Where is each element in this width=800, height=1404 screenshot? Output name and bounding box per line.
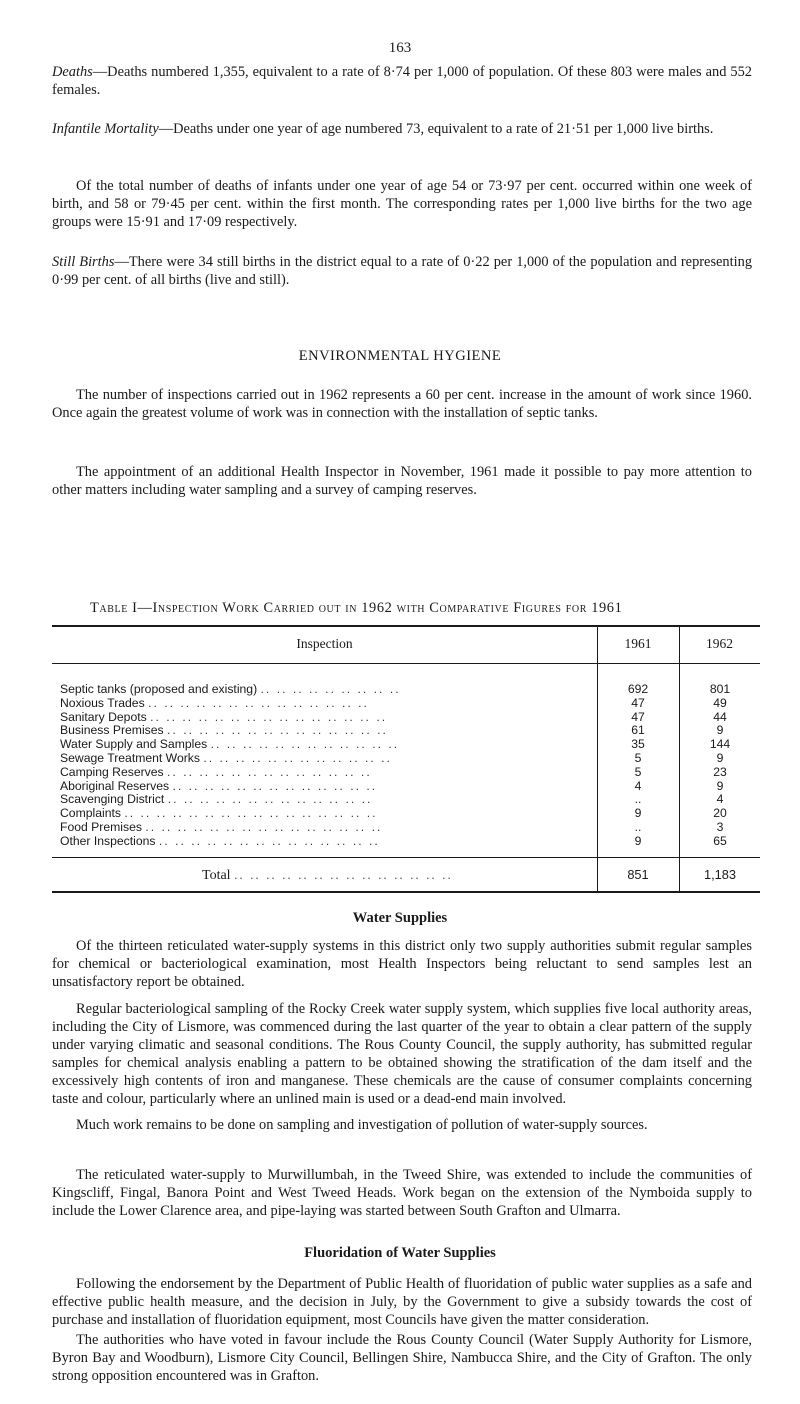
deaths-lead: Deaths (52, 64, 93, 80)
table-cell-1961: .. (634, 792, 642, 807)
still-births-lead: Still Births (52, 254, 115, 270)
page-number: 163 (388, 40, 412, 56)
water-paragraph-3: Much work remains to be done on sampling and investigation of pollution of water-supply sources. (76, 1117, 648, 1133)
table-row-label: Aboriginal Reserves .. .. .. .. .. .. .. .. .. .. .. .. .. (60, 778, 378, 793)
table-cell-1962: 9 (716, 723, 724, 738)
fluoridation-paragraph-1: Following the endorsement by the Department of Public Health of fluoridation of public water supplies as a safe and effective public health measure, and the decision in July, by the Government to give a subsidy towards the cost of purchase and installation of fluoridation equipment, most Councils have given the matter consideration. (52, 1276, 752, 1328)
table-cell-1962: 44 (713, 709, 727, 724)
water-paragraph-1: Of the thirteen reticulated water-supply systems in this district only two supply authorities submit regular samples for chemical or bacteriological examination, most Health Inspectors being reluctant to send samples lest an unsatisfactory report be obtained. (52, 938, 752, 990)
table-cell-1961: 47 (631, 709, 645, 724)
table-cell-1961: 5 (634, 751, 642, 765)
infant-mortality-lead: Infantile Mortality (52, 121, 159, 137)
table-cell-1961: 61 (631, 723, 645, 738)
table-row-label: Camping Reserves .. .. .. .. .. .. .. .. .. .. .. .. .. (60, 764, 372, 779)
table-header-rule (52, 663, 760, 664)
table-cell-1962: 20 (713, 806, 727, 821)
table-cell-1962: 9 (716, 778, 724, 793)
table-cell-1961: 9 (634, 833, 642, 848)
table-cell-1961: 5 (634, 764, 642, 779)
fluoridation-paragraph-2: The authorities who have voted in favour include the Rous County Council (Water Supply Authority for Lismore, Byron Bay and Woodburn), Lismore City Council, Bellingen Shire, Nambucca Shire, and the City of Grafton. The only strong opposition encountered was in Grafton. (52, 1332, 752, 1384)
infant-mortality-text: —Deaths under one year of age numbered 73, equivalent to a rate of 21·51 per 1,000 live births. (158, 121, 714, 137)
table-row-label: Sanitary Depots .. .. .. .. .. .. .. .. .. .. .. .. .. .. .. (60, 709, 388, 724)
table-total-1962: 1,183 (703, 867, 737, 882)
table-total-1961: 851 (627, 867, 649, 882)
water-supplies-heading: Water Supplies (352, 910, 448, 926)
table-cell-1961: 692 (627, 682, 649, 696)
table-cell-1961: 47 (631, 695, 645, 710)
deaths-text: —Deaths numbered 1,355, equivalent to a rate of 8·74 per 1,000 of population. Of these 803 were males and 552 females. (52, 64, 752, 98)
header-inspection: Inspection (296, 636, 353, 651)
table-row-label: Other Inspections .. .. .. .. .. .. .. .. .. .. .. .. .. .. (60, 833, 380, 848)
table-cell-1962: 23 (713, 764, 727, 779)
table-cell-1961: .. (634, 820, 642, 834)
deaths-paragraph (52, 63, 752, 99)
env-paragraph-2: The appointment of an additional Health Inspector in November, 1961 made it possible to pay more attention to other matters including water sampling and a survey of camping reserves. (52, 464, 752, 498)
table-cell-1962: 4 (716, 792, 724, 807)
table-row-label: Sewage Treatment Works .. .. .. .. .. .. .. .. .. .. .. .. (60, 751, 392, 765)
table-cell-1962: 9 (716, 751, 724, 765)
table-cell-1962: 65 (713, 833, 727, 848)
infant-deaths-paragraph: Of the total number of deaths of infants under one year of age 54 or 73·97 per cent. occurred within one week of birth, and 58 or 79·45 per cent. within the first month. The corresponding rates per 1,000 live births for the two age groups were 15·91 and 17·09 respectively. (52, 178, 752, 230)
table-cell-1962: 3 (716, 820, 724, 834)
table-total-label: Total .. .. .. .. .. .. .. .. .. .. .. .. .. .. (202, 868, 453, 883)
table-row-label: Business Premises .. .. .. .. .. .. .. .. .. .. .. .. .. .. (60, 723, 388, 738)
water-paragraph-4: The reticulated water-supply to Murwillumbah, in the Tweed Shire, was extended to include the communities of Kingscliff, Fingal, Banora Point and West Tweed Heads. Work began on the extension of the Nymboida supply to include the Lower Clarence area, and pipe-laying was started between South Grafton and Ulmarra. (52, 1167, 752, 1219)
still-births-paragraph (52, 253, 752, 289)
table-cell-1962: 49 (713, 695, 727, 710)
table-col-divider-1 (597, 625, 598, 893)
table-bottom-rule (52, 891, 760, 893)
table-col-divider-2 (679, 625, 680, 893)
table-cell-1962: 801 (709, 682, 731, 696)
table-row-label: Scavenging District .. .. .. .. .. .. .. .. .. .. .. .. .. (60, 792, 373, 807)
table-cell-1961: 35 (631, 737, 645, 752)
table-row-label: Noxious Trades .. .. .. .. .. .. .. .. .. .. .. .. .. .. (60, 695, 369, 710)
header-1961: 1961 (624, 636, 652, 651)
infant-mortality-paragraph (52, 120, 752, 138)
table-top-rule (52, 625, 760, 627)
environmental-hygiene-heading: ENVIRONMENTAL HYGIENE (298, 348, 502, 364)
table-cell-1962: 144 (709, 737, 731, 752)
table-row-label: Food Premises .. .. .. .. .. .. .. .. .. .. .. .. .. .. .. (60, 820, 383, 834)
table-cell-1961: 4 (634, 778, 642, 793)
table-row-label: Water Supply and Samples .. .. .. .. .. .. .. .. .. .. .. .. (60, 737, 400, 752)
table-row-label: Complaints .. .. .. .. .. .. .. .. .. .. .. .. .. .. .. .. (60, 806, 378, 821)
water-paragraph-2: Regular bacteriological sampling of the Rocky Creek water supply system, which supplies five local authority areas, including the City of Lismore, was commenced during the last quarter of the year to obtain a clear pattern of the supply under varying climatic and seasonal conditions. The Rous County Council, the supply authority, has submitted regular samples for chemical analysis enabling a pattern to be obtained showing the stratification of the dam itself and the excessively high contents of iron and manganese. These chemicals are the cause of consumer complaints concerning taste and colour, particularly where an unlined main is used or a dead-end main involved. (52, 1001, 752, 1107)
inspection-table (52, 625, 760, 893)
env-paragraph-1: The number of inspections carried out in 1962 represents a 60 per cent. increase in the amount of work since 1960. Once again the greatest volume of work was in connection with the installation of septic tanks. (52, 387, 752, 421)
header-1962: 1962 (706, 636, 733, 651)
table-title: Table I—Inspection Work Carried out in 1962 with Comparative Figures for 1961 (90, 600, 623, 616)
table-row-label: Septic tanks (proposed and existing) .. .. .. .. .. .. .. .. .. (60, 682, 401, 696)
table-cell-1961: 9 (634, 806, 642, 821)
still-births-text: —There were 34 still births in the district equal to a rate of 0·22 per 1,000 of the population and representing 0·99 per cent. of all births (live and still). (52, 254, 753, 288)
fluoridation-heading: Fluoridation of Water Supplies (304, 1245, 496, 1261)
table-total-rule (52, 857, 760, 858)
